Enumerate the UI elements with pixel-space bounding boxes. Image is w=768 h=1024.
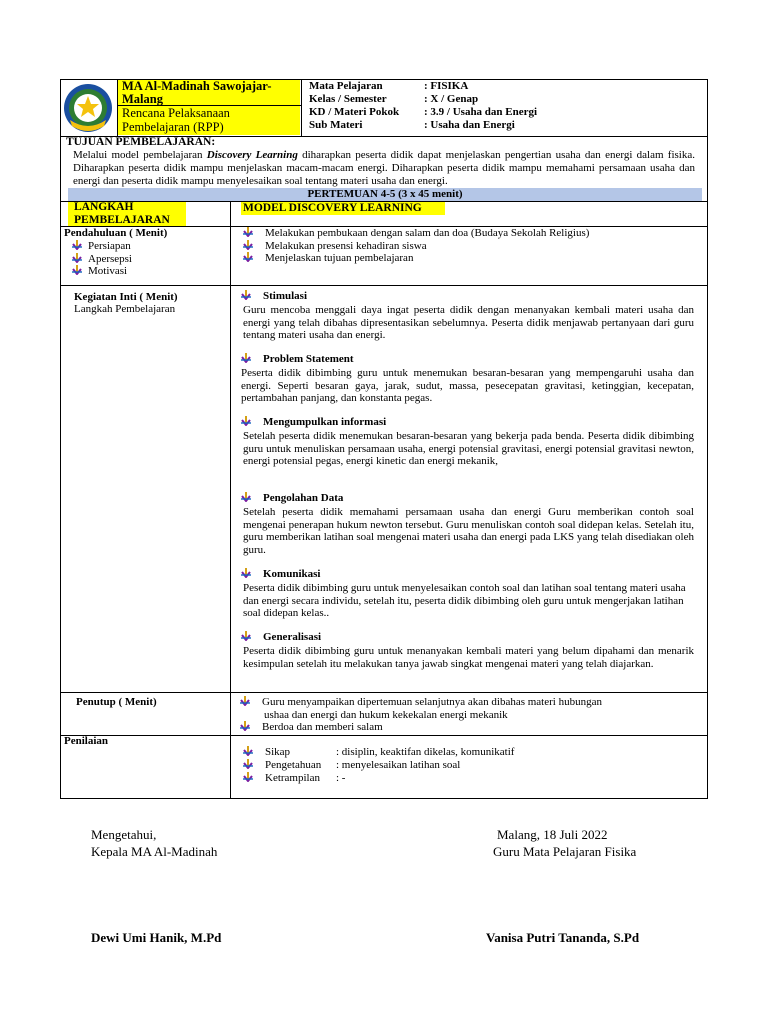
bullet-arrow-icon — [241, 290, 251, 300]
step-title-text: Generalisasi — [263, 631, 322, 643]
step-text: Peserta didik dibimbing guru untuk menanyakan kembali materi yang belum dipahami dan menarik kesimpulan setelah itu melakukan tanya jawab singkat mengenai materi yang telah diajarkan. — [243, 645, 694, 670]
bullet-arrow-icon — [243, 772, 253, 782]
penutup-items — [240, 696, 602, 734]
header-info — [309, 80, 569, 132]
tujuan-text — [73, 149, 695, 188]
divider — [60, 735, 708, 736]
info-value: : FISIKA — [424, 80, 469, 92]
info-label: Mata Pelajaran — [309, 80, 383, 92]
penilaian-label: Pengetahuan — [265, 759, 322, 771]
pendahuluan-title: Pendahuluan ( Menit) — [64, 227, 168, 239]
step-title-text: Komunikasi — [263, 568, 321, 580]
penilaian-value: : menyelesaikan latihan soal — [336, 759, 461, 771]
school-name: MA Al-Madinah Sawojajar-Malang — [122, 79, 272, 106]
signature-left-line1: Mengetahui, — [91, 827, 157, 842]
signature-right-name: Vanisa Putri Tananda, S.Pd — [486, 930, 640, 945]
langkah-header-text: LANGKAH PEMBELAJARAN — [74, 201, 170, 226]
penilaian-label: Sikap — [265, 746, 291, 758]
list-item-continuation: ushaa dan energi dan hukum kekekalan energi mekanik — [264, 708, 508, 721]
doc-title: Rencana Pelaksanaan Pembelajaran (RPP) — [122, 106, 230, 134]
step-text: Setelah peserta didik menemukan besaran-besaran yang bekerja pada benda. Peserta didik dibimbing guru untuk menuliskan persamaan usaha, energi potensial gravitasi, energi potensial gravitasi newton, energi potensial pegas, energi kinetic dan energi mekanik, — [243, 430, 694, 468]
model-header: MODEL DISCOVERY LEARNING — [243, 202, 422, 214]
step-text: Setelah peserta didik memahami persamaan usaha dan energi Guru memberikan contoh soal mengenai penerapan hukum newton tersebut. Guru menuliskan contoh soal didepan kelas. Setelah itu, guru memberikan latihan soal mengenai materi usaha dan energi pada LKS yang telah disediakan oleh guru. — [243, 506, 694, 556]
step-title-text: Problem Statement — [263, 353, 354, 365]
list-item: Melakukan pembukaan dengan salam dan doa (Budaya Sekolah Religius) — [265, 227, 590, 239]
bullet-arrow-icon — [72, 265, 82, 275]
langkah-header — [70, 201, 180, 227]
step-title-text: Mengumpulkan informasi — [263, 416, 387, 428]
step-title-text: Pengolahan Data — [263, 492, 344, 504]
bullet-arrow-icon — [240, 696, 250, 706]
signature-left-line2: Kepala MA Al-Madinah — [91, 844, 218, 859]
info-label: Sub Materi — [309, 119, 363, 131]
signature-right-line2: Guru Mata Pelajaran Fisika — [493, 844, 637, 859]
penilaian-label: Ketrampilan — [265, 772, 320, 784]
list-item: Melakukan presensi kehadiran siswa — [265, 239, 427, 252]
step-text: Peserta didik dibimbing guru untuk menyelesaikan contoh soal dan latihan soal tentang materi usaha dan energi secara individu, setelah itu, peserta didik dibimbing oleh guru untuk mengerjakan latihan soal didepan kelas.. — [243, 582, 686, 620]
pertemuan-label: PERTEMUAN 4-5 (3 x 45 menit) — [307, 188, 463, 200]
penutup-title: Penutup ( Menit) — [76, 696, 157, 708]
step-text: Peserta didik dibimbing guru untuk menemukan besaran-besaran yang mempengaruhi usaha dan energi. Seperti besaran gaya, jarak, sudut, massa, pesecepatan gravitasi, ketinggian, kecepatan, pertambahan panjang, dan konstanta pegas. — [241, 367, 694, 405]
bullet-arrow-icon — [243, 227, 253, 237]
step-title — [241, 492, 343, 505]
step-title — [241, 353, 354, 366]
step-text: Guru mencoba menggali daya ingat peserta didik dengan menanyakan kembali materi usaha dan energi yang telah dibahas dipresentasikan sebelumnya. Peserta didik menjawab pertanyaan dari guru tentang materi usaha dan energi. — [243, 304, 694, 342]
list-item: Apersepsi — [88, 252, 132, 265]
info-value: : 3.9 / Usaha dan Energi — [424, 106, 538, 118]
signature-left — [91, 826, 217, 860]
inti-title: Kegiatan Inti ( Menit) — [74, 291, 178, 303]
step-title — [241, 568, 320, 581]
bullet-arrow-icon — [243, 252, 253, 262]
info-label: KD / Materi Pokok — [309, 106, 400, 118]
step-title — [241, 290, 307, 303]
penilaian-value: : disiplin, keaktifan dikelas, komunikatif — [336, 746, 515, 758]
list-item: Menjelaskan tujuan pembelajaran — [265, 252, 414, 264]
list-item: Motivasi — [88, 265, 128, 277]
tujuan-text-pre: Melalui model pembelajaran — [73, 149, 207, 161]
info-value: : Usaha dan Energi — [424, 119, 515, 131]
tujuan-text-post: diharapkan peserta didik dapat menjelaskan pengertian usaha dan energi dalam fisika. Diharapkan peserta didik mampu menjelaskan macam-macam energi. Diharapkan peserta didik mampu memahami persamaan usaha dan energi dan peserta didik mampu menyelesaikan soal tentang materi usaha dan energi. — [73, 149, 695, 187]
list-item: Persiapan — [88, 240, 131, 252]
divider — [230, 201, 231, 799]
penilaian-value: : - — [336, 772, 346, 784]
bullet-arrow-icon — [243, 746, 253, 756]
info-label: Kelas / Semester — [309, 93, 387, 105]
bullet-arrow-icon — [241, 568, 251, 578]
divider — [60, 692, 708, 693]
bullet-arrow-icon — [243, 759, 253, 769]
bullet-arrow-icon — [241, 416, 251, 426]
list-item: Guru menyampaikan dipertemuan selanjutnya akan dibahas materi hubungan — [262, 696, 602, 708]
school-logo — [62, 82, 114, 134]
inti-subtitle: Langkah Pembelajaran — [74, 303, 176, 315]
pendahuluan-activities — [243, 227, 589, 265]
penilaian-title: Penilaian — [64, 735, 109, 747]
bullet-arrow-icon — [243, 240, 253, 250]
tujuan-heading: TUJUAN PEMBELAJARAN: — [66, 136, 216, 148]
step-title — [241, 416, 386, 429]
bullet-arrow-icon — [241, 631, 251, 641]
signature-right-line1: Malang, 18 Juli 2022 — [497, 827, 608, 842]
signature-left-name: Dewi Umi Hanik, M.Pd — [91, 930, 222, 945]
tujuan-model: Discovery Learning — [206, 149, 298, 161]
info-value: : X / Genap — [424, 93, 479, 105]
bullet-arrow-icon — [240, 721, 250, 731]
step-title-text: Stimulasi — [263, 290, 308, 302]
bullet-arrow-icon — [241, 353, 251, 363]
divider — [301, 79, 302, 136]
bullet-arrow-icon — [241, 492, 251, 502]
bullet-arrow-icon — [72, 253, 82, 263]
divider — [60, 285, 708, 286]
signature-right — [493, 826, 637, 860]
penilaian-items — [243, 746, 515, 785]
bullet-arrow-icon — [72, 240, 82, 250]
step-title — [241, 631, 321, 644]
pendahuluan-items — [72, 240, 132, 278]
list-item: Berdoa dan memberi salam — [262, 721, 383, 733]
